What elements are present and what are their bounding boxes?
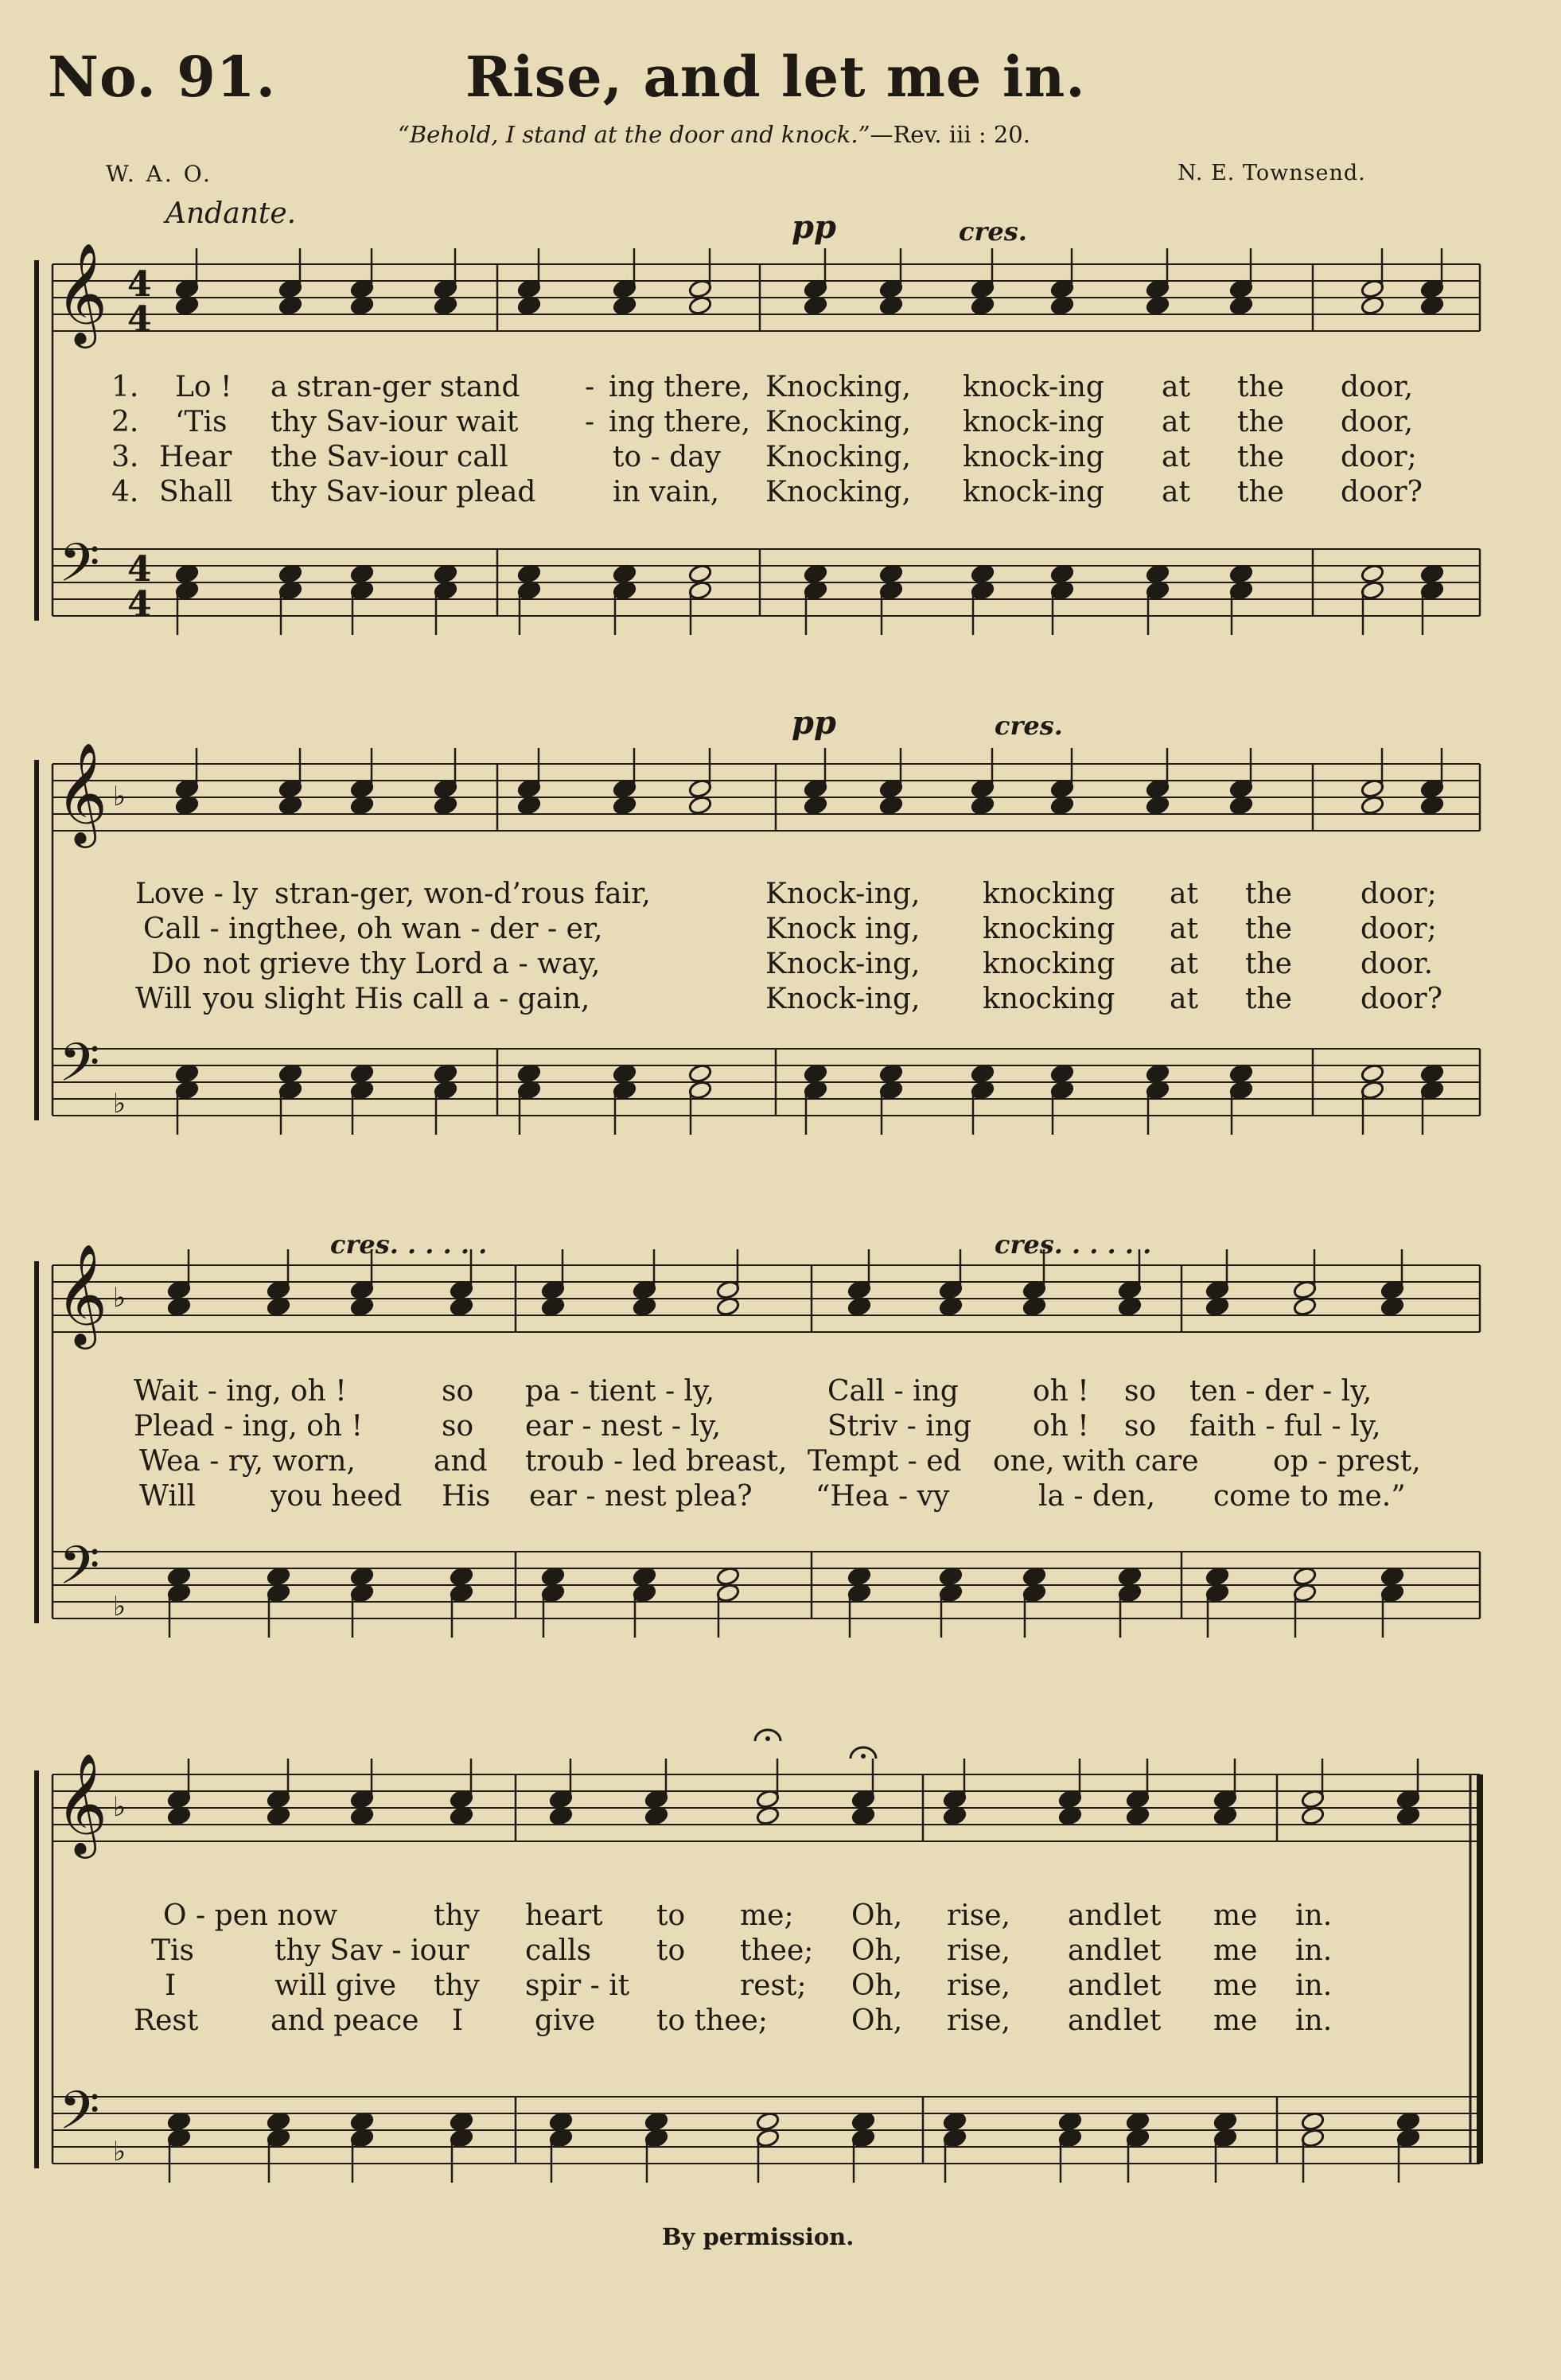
lyric-line: Will you heed His ear - nest plea? “Hea - vy la - den, come to me.” xyxy=(139,1480,1406,1513)
fermata-dot xyxy=(765,1736,770,1741)
time-signature-top: 4 xyxy=(127,549,152,590)
lyric-line: Love - ly stran-ger, won-d’rous fair, Knock-ing, knocking at the door; xyxy=(135,878,1437,910)
dynamic-cres-2: cres. xyxy=(995,711,1063,741)
bass-clef: 𝄢 xyxy=(59,532,100,606)
dynamic-pp-1: pp xyxy=(792,208,836,246)
treble-clef: 𝄞 xyxy=(56,742,108,843)
epigraph-reference: —Rev. iii : 20. xyxy=(870,121,1030,148)
lyric-line: I will give thy spir - it rest; Oh, rise, and let me in. xyxy=(165,1969,1333,2002)
permission-note: By permission. xyxy=(662,2223,854,2250)
bass-clef: 𝄢 xyxy=(59,2080,100,2154)
lyric-line: 1. Lo ! a stran-ger stand - ing there, Knocking, knock-ing at the door, xyxy=(111,371,1414,403)
lyric-line: Wait - ing, oh ! so pa - tient - ly, Call - ing oh ! so ten - der - ly, xyxy=(134,1375,1372,1408)
lyric-line: Call - ing thee, oh wan - der - er, Knock ing, knocking at the door; xyxy=(143,913,1437,945)
dynamic-cres-3: cres. . . . . . xyxy=(330,1229,488,1260)
flat-sign: ♭ xyxy=(113,1791,127,1823)
lyric-line: 2. ‘Tis thy Sav-iour wait - ing there, Knocking, knock-ing at the door, xyxy=(111,406,1414,438)
flat-sign: ♭ xyxy=(113,2136,127,2168)
lyric-line: Plead - ing, oh ! so ear - nest - ly, Striv - ing oh ! so faith - ful - ly, xyxy=(134,1410,1381,1443)
lyric-line: Do not grieve thy Lord a - way, Knock-ing, knocking at the door. xyxy=(151,948,1434,980)
dynamic-pp-2: pp xyxy=(792,704,836,742)
bass-clef: 𝄢 xyxy=(59,1535,100,1609)
lyric-line: 4. Shall thy Sav-iour plead in vain, Knocking, knock-ing at the door? xyxy=(111,476,1423,508)
lyric-line: Will you slight His call a - gain, Knock-ing, knocking at the door? xyxy=(135,983,1442,1015)
treble-clef: 𝄞 xyxy=(56,1752,108,1854)
epigraph-quote: “Behold, I stand at the door and knock.” xyxy=(398,121,870,148)
flat-sign: ♭ xyxy=(113,1088,127,1120)
flat-sign: ♭ xyxy=(113,1282,127,1314)
dynamic-cres-1: cres. xyxy=(959,216,1027,247)
flat-sign: ♭ xyxy=(113,781,127,812)
lyricist-credit: W. A. O. xyxy=(106,161,212,187)
lyric-line: O - pen now thy heart to me; Oh, rise, and let me in. xyxy=(163,1899,1333,1932)
treble-clef: 𝄞 xyxy=(56,1243,108,1345)
lyric-line: Rest and peace I give to thee; Oh, rise, and let me in. xyxy=(134,2004,1333,2037)
time-signature-top: 4 xyxy=(127,264,152,305)
lyric-line: Wea - ry, worn, and troub - led breast, Tempt - ed one, with care op - prest, xyxy=(139,1445,1421,1478)
treble-clef: 𝄞 xyxy=(56,242,108,344)
flat-sign: ♭ xyxy=(113,1591,127,1622)
tempo-marking: Andante. xyxy=(165,197,297,230)
bass-clef: 𝄢 xyxy=(59,1032,100,1106)
hymn-number: No. 91. xyxy=(48,44,276,110)
lyric-line: Tis thy Sav - iour calls to thee; Oh, rise, and let me in. xyxy=(151,1934,1333,1967)
hymn-title: Rise, and let me in. xyxy=(465,44,1086,110)
time-signature-bottom: 4 xyxy=(127,584,152,625)
composer-credit: N. E. Townsend. xyxy=(1178,161,1366,185)
lyric-line: 3. Hear the Sav-iour call to - day Knocking, knock-ing at the door; xyxy=(111,441,1417,473)
dynamic-cres-4: cres. . . . . . xyxy=(995,1229,1152,1260)
time-signature-bottom: 4 xyxy=(127,299,152,340)
fermata-dot xyxy=(861,1754,866,1759)
